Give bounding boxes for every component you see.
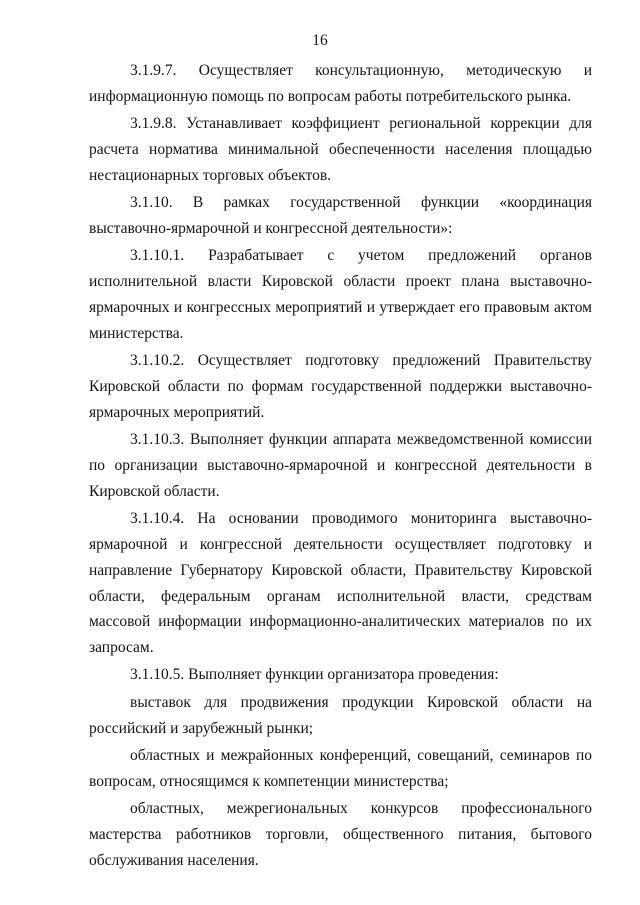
- paragraph-3-1-10-5: 3.1.10.5. Выполняет функции организатора проведения:: [130, 666, 499, 684]
- paragraph-3-1-9-8: 3.1.9.8. Устанавливает коэффициент региональной коррекции для расчета норматива минимальной обеспеченности населения площадью нестационарных торговых объектов.: [89, 115, 592, 184]
- list-item-contests: областных, межрегиональных конкурсов профессионального мастерства работников торговли, общественного питания, бытового обслуживания населения.: [89, 800, 592, 869]
- paragraph-3-1-10-4: 3.1.10.4. На основании проводимого мониторинга выставочно-ярмарочной и конгрессной деятельности осуществляет подготовку и направление Губернатору Кировской области, Правительству Кировской области, федеральным органам исполнительной власти, средствам массовой информации информационно-аналитических материалов по их запросам.: [89, 510, 592, 657]
- page-number: 16: [312, 32, 328, 49]
- list-item-conferences: областных и межрайонных конференций, совещаний, семинаров по вопросам, относящимся к компетенции министерства;: [89, 747, 592, 790]
- paragraph-3-1-10: 3.1.10. В рамках государственной функции «координация выставочно-ярмарочной и конгрессной деятельности»:: [89, 194, 592, 237]
- paragraph-3-1-10-1: 3.1.10.1. Разрабатывает с учетом предложений органов исполнительной власти Кировской области проект плана выставочно-ярмарочных и конгрессных мероприятий и утверждает его правовым актом министерства.: [89, 247, 592, 342]
- list-item-exhibitions: выставок для продвижения продукции Кировской области на российский и зарубежный рынки;: [89, 693, 592, 737]
- paragraph-3-1-10-2: 3.1.10.2. Осуществляет подготовку предложений Правительству Кировской области по формам государственной поддержки выставочно-ярмарочных мероприятий.: [89, 352, 592, 421]
- document-body: [89, 58, 592, 874]
- paragraph-3-1-9-7: 3.1.9.7. Осуществляет консультационную, методическую и информационную помощь по вопросам работы потребительского рынка.: [89, 62, 592, 105]
- paragraph-3-1-10-3: 3.1.10.3. Выполняет функции аппарата межведомственной комиссии по организации выставочно-ярмарочной и конгрессной деятельности в Кировской области.: [89, 431, 592, 500]
